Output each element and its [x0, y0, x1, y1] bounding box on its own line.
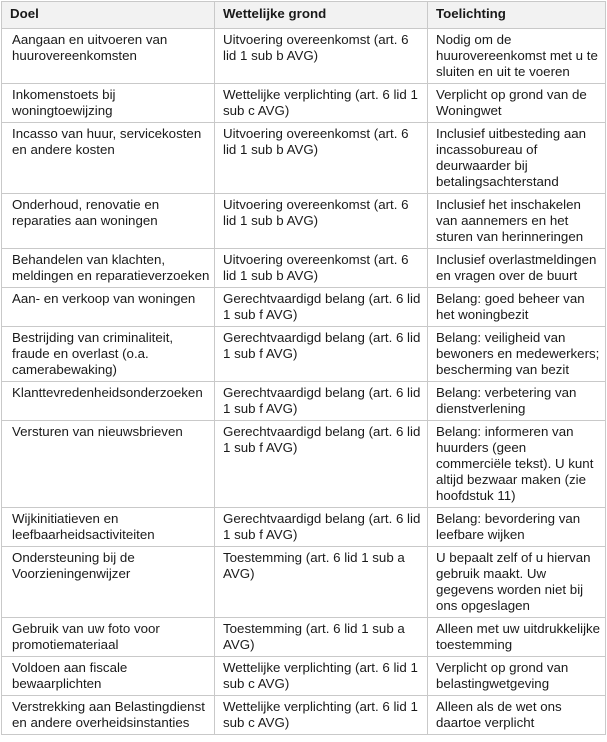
table-row [2, 696, 606, 735]
cell-goal: Onderhoud, renovatie en reparaties aan woningen [2, 194, 215, 249]
cell-explanation: Inclusief overlastmeldingen en vragen over de buurt [428, 249, 606, 288]
cell-explanation: Alleen met uw uitdrukkelijke toestemming [428, 618, 606, 657]
cell-legal-ground: Wettelijke verplichting (art. 6 lid 1 sub c AVG) [215, 657, 428, 696]
cell-goal: Gebruik van uw foto voor promotiemateriaal [2, 618, 215, 657]
cell-explanation: Nodig om de huurovereenkomst met u te sluiten en uit te voeren [428, 29, 606, 84]
cell-legal-ground: Wettelijke verplichting (art. 6 lid 1 sub c AVG) [215, 84, 428, 123]
cell-goal: Verstrekking aan Belastingdienst en andere overheidsinstanties [2, 696, 215, 735]
cell-explanation: Belang: goed beheer van het woningbezit [428, 288, 606, 327]
table-row [2, 29, 606, 84]
table-row [2, 508, 606, 547]
header-goal: Doel [2, 2, 215, 29]
cell-explanation: Belang: bevordering van leefbare wijken [428, 508, 606, 547]
header-legal-ground: Wettelijke grond [215, 2, 428, 29]
cell-explanation: Verplicht op grond van belastingwetgeving [428, 657, 606, 696]
table-row [2, 547, 606, 618]
table-row [2, 421, 606, 508]
cell-legal-ground: Toestemming (art. 6 lid 1 sub a AVG) [215, 618, 428, 657]
cell-explanation: Inclusief het inschakelen van aannemers en het sturen van herinneringen [428, 194, 606, 249]
cell-goal: Behandelen van klachten, meldingen en reparatieverzoeken [2, 249, 215, 288]
cell-explanation: Belang: informeren van huurders (geen commerciële tekst). U kunt altijd bezwaar maken (zie hoofdstuk 11) [428, 421, 606, 508]
cell-goal: Inkomenstoets bij woningtoewijzing [2, 84, 215, 123]
cell-explanation: Alleen als de wet ons daartoe verplicht [428, 696, 606, 735]
cell-explanation: U bepaalt zelf of u hiervan gebruik maakt. Uw gegevens worden niet bij ons opgeslagen [428, 547, 606, 618]
cell-legal-ground: Gerechtvaardigd belang (art. 6 lid 1 sub f AVG) [215, 421, 428, 508]
header-row [2, 2, 606, 29]
table-header [2, 2, 606, 29]
table-row [2, 194, 606, 249]
cell-goal: Voldoen aan fiscale bewaarplichten [2, 657, 215, 696]
cell-legal-ground: Toestemming (art. 6 lid 1 sub a AVG) [215, 547, 428, 618]
cell-explanation: Belang: verbetering van dienstverlening [428, 382, 606, 421]
table-row [2, 657, 606, 696]
cell-goal: Aangaan en uitvoeren van huurovereenkomsten [2, 29, 215, 84]
cell-explanation: Verplicht op grond van de Woningwet [428, 84, 606, 123]
legal-grounds-table [1, 1, 606, 735]
table-row [2, 123, 606, 194]
table-row [2, 288, 606, 327]
table-row [2, 382, 606, 421]
table-body [2, 29, 606, 735]
cell-explanation: Inclusief uitbesteding aan incassobureau of deurwaarder bij betalingsachterstand [428, 123, 606, 194]
cell-goal: Versturen van nieuwsbrieven [2, 421, 215, 508]
cell-goal: Incasso van huur, servicekosten en andere kosten [2, 123, 215, 194]
cell-goal: Klanttevredenheidsonderzoeken [2, 382, 215, 421]
cell-legal-ground: Uitvoering overeenkomst (art. 6 lid 1 sub b AVG) [215, 29, 428, 84]
header-explanation: Toelichting [428, 2, 606, 29]
table-row [2, 327, 606, 382]
cell-legal-ground: Gerechtvaardigd belang (art. 6 lid 1 sub f AVG) [215, 508, 428, 547]
cell-legal-ground: Uitvoering overeenkomst (art. 6 lid 1 sub b AVG) [215, 249, 428, 288]
table-row [2, 249, 606, 288]
cell-goal: Bestrijding van criminaliteit, fraude en overlast (o.a. camerabewaking) [2, 327, 215, 382]
table-row [2, 84, 606, 123]
table-row [2, 618, 606, 657]
cell-goal: Wijkinitiatieven en leefbaarheidsactiviteiten [2, 508, 215, 547]
cell-goal: Ondersteuning bij de Voorzieningenwijzer [2, 547, 215, 618]
cell-legal-ground: Gerechtvaardigd belang (art. 6 lid 1 sub f AVG) [215, 382, 428, 421]
cell-goal: Aan- en verkoop van woningen [2, 288, 215, 327]
cell-legal-ground: Uitvoering overeenkomst (art. 6 lid 1 sub b AVG) [215, 194, 428, 249]
cell-explanation: Belang: veiligheid van bewoners en medewerkers; bescherming van bezit [428, 327, 606, 382]
cell-legal-ground: Gerechtvaardigd belang (art. 6 lid 1 sub f AVG) [215, 288, 428, 327]
cell-legal-ground: Gerechtvaardigd belang (art. 6 lid 1 sub f AVG) [215, 327, 428, 382]
cell-legal-ground: Wettelijke verplichting (art. 6 lid 1 sub c AVG) [215, 696, 428, 735]
cell-legal-ground: Uitvoering overeenkomst (art. 6 lid 1 sub b AVG) [215, 123, 428, 194]
